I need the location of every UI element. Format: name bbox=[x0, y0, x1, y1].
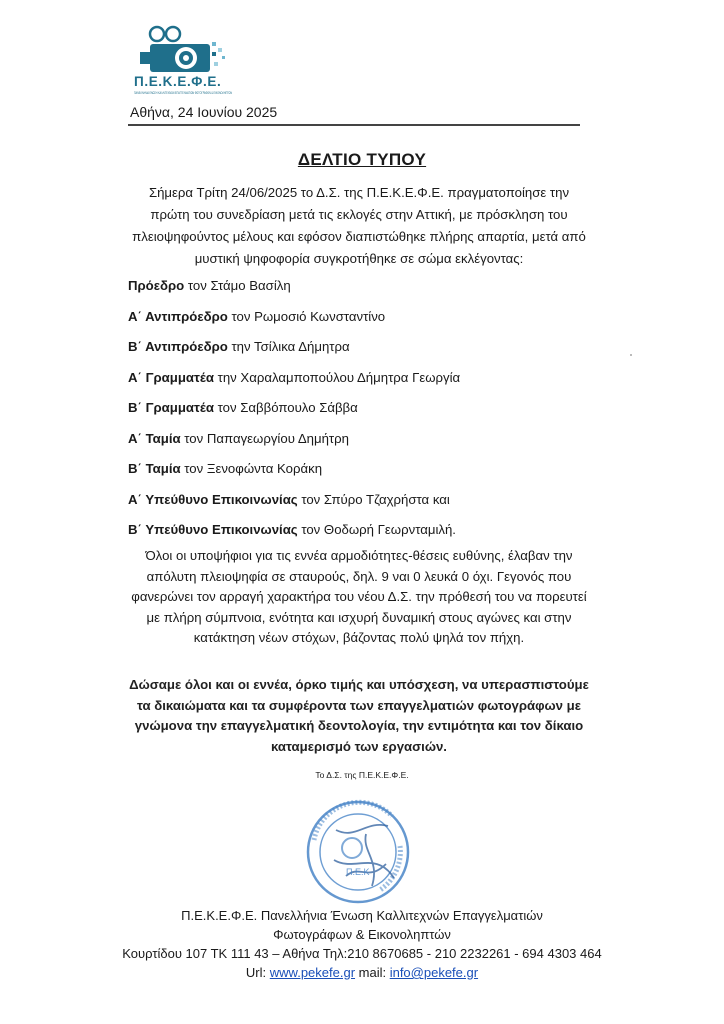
results-paragraph: Όλοι οι υποψήφιοι για τις εννέα αρμοδιότητες-θέσεις ευθύνης, έλαβαν την απόλυτη πλειοψηφία σε σταυρούς, δηλ. 9 ναι 0 λευκά 0 όχι. Γεγονός που φανερώνει τον αρραγή χαρακτήρα του νέου Δ.Σ. την πρόθεσή του να πορευτεί με πλήρη σύμπνοια, ενότητα και ισχυρή δυναμική στους αγώνες και στην κατάκτηση νέων στόχων, βάζοντας πολύ ψηλά τον πήχη. bbox=[131, 548, 587, 645]
role-title: Πρόεδρο bbox=[128, 278, 185, 293]
mail-label: mail: bbox=[355, 965, 390, 980]
document-title: ΔΕΛΤΙΟ ΤΥΠΟΥ bbox=[297, 150, 427, 169]
role-item bbox=[128, 337, 590, 368]
role-item bbox=[128, 307, 590, 338]
role-item bbox=[128, 459, 590, 490]
role-name: τον Σπύρο Τζαχρήστα και bbox=[297, 491, 450, 507]
footer-org-subtitle: Φωτογράφων & Εικονοληπτών bbox=[273, 927, 451, 942]
board-roles-list bbox=[128, 276, 590, 551]
role-item bbox=[128, 429, 590, 460]
official-stamp bbox=[296, 790, 420, 914]
role-title: Β΄ Αντιπρόεδρο bbox=[128, 339, 228, 354]
role-item bbox=[128, 398, 590, 429]
oath-paragraph: Δώσαμε όλοι και οι εννέα, όρκο τιμής και υπόσχεση, να υπερασπιστούμε τα δικαιώματα και τα συμφέροντα των επαγγελματιών φωτογράφων με γνώμονα την επαγγελματική δεοντολογία, την εντιμότητα και τον δίκαιο καταμερισμό των εργασιών. bbox=[129, 677, 589, 754]
signature-line: Το Δ.Σ. της Π.Ε.Κ.Ε.Φ.Ε. bbox=[315, 770, 409, 780]
footer-address: Κουρτίδου 107 ΤΚ 111 43 – Αθήνα Τηλ:210 8670685 - 210 2232261 - 694 4303 464 bbox=[122, 946, 602, 961]
pekefe-logo bbox=[128, 22, 238, 100]
role-title: Α΄ Γραμματέα bbox=[128, 369, 214, 385]
intro-paragraph: Σήμερα Τρίτη 24/06/2025 το Δ.Σ. της Π.Ε.Κ.Ε.Φ.Ε. πραγματοποίησε την πρώτη του συνεδρίαση μετά τις εκλογές στην Αττική, με πρόσκληση του πλειοψηφούντος μέλους και εφόσον διαπιστώθηκε πλήρης απαρτία, μετά από μυστική ψηφοφορία συγκροτήθηκε σε σώμα εκλέγοντας: bbox=[132, 185, 586, 266]
role-name: τον Παπαγεωργίου Δημήτρη bbox=[180, 430, 349, 446]
role-title: Α΄ Υπεύθυνο Επικοινωνίας bbox=[128, 491, 298, 507]
role-title: Α΄ Ταμία bbox=[128, 430, 181, 446]
role-name: τον Στάμο Βασίλη bbox=[184, 278, 291, 293]
role-name: τον Σαββόπουλο Σάββα bbox=[213, 400, 358, 415]
scan-speck bbox=[630, 354, 632, 356]
role-name: τον Ξενοφώντα Κοράκη bbox=[180, 461, 323, 476]
stamp-text: Π.Ε.Κ bbox=[346, 867, 370, 877]
role-name: την Τσίλικα Δήμητρα bbox=[227, 339, 350, 354]
role-item bbox=[128, 276, 590, 307]
role-name: τον Ρωμοσιό Κωνσταντίνο bbox=[227, 308, 386, 324]
role-title: Β΄ Ταμία bbox=[128, 461, 181, 476]
role-item bbox=[128, 368, 590, 399]
email-link[interactable]: info@pekefe.gr bbox=[389, 965, 479, 980]
url-label: Url: bbox=[245, 965, 270, 980]
role-item bbox=[128, 490, 590, 521]
website-link[interactable]: www.pekefe.gr bbox=[269, 965, 356, 980]
role-title: Α΄ Αντιπρόεδρο bbox=[128, 308, 228, 324]
document-date: Αθήνα, 24 Ιουνίου 2025 bbox=[130, 104, 278, 120]
header-divider bbox=[128, 124, 580, 126]
role-name: την Χαραλαμποπούλου Δήμητρα Γεωργία bbox=[213, 369, 461, 385]
footer-org-name: Π.Ε.Κ.Ε.Φ.Ε. Πανελλήνια Ένωση Καλλιτεχνών Επαγγελματιών bbox=[181, 908, 543, 923]
role-name: τον Θοδωρή Γεωρνταμιλή. bbox=[297, 522, 456, 537]
logo-subtext: ΠΑΝΕΛΛΗΝΙΑ ΕΝΩΣΗ ΚΑΛΛΙΤΕΧΝΩΝ ΕΠΑΓΓΕΛΜΑΤΙΩΝ ΦΩΤΟΓΡΑΦΩΝ & ΕΙΚΟΝΟΛΗΠΤΩΝ bbox=[134, 91, 233, 95]
logo-text: Π.Ε.Κ.Ε.Φ.Ε. bbox=[134, 74, 222, 89]
role-title: Β΄ Υπεύθυνο Επικοινωνίας bbox=[128, 522, 298, 537]
seal-stamp-icon bbox=[296, 790, 420, 914]
footer-links bbox=[120, 963, 604, 982]
role-title: Β΄ Γραμματέα bbox=[128, 400, 214, 415]
footer-contact bbox=[120, 906, 604, 982]
camera-logo-icon bbox=[128, 22, 238, 100]
